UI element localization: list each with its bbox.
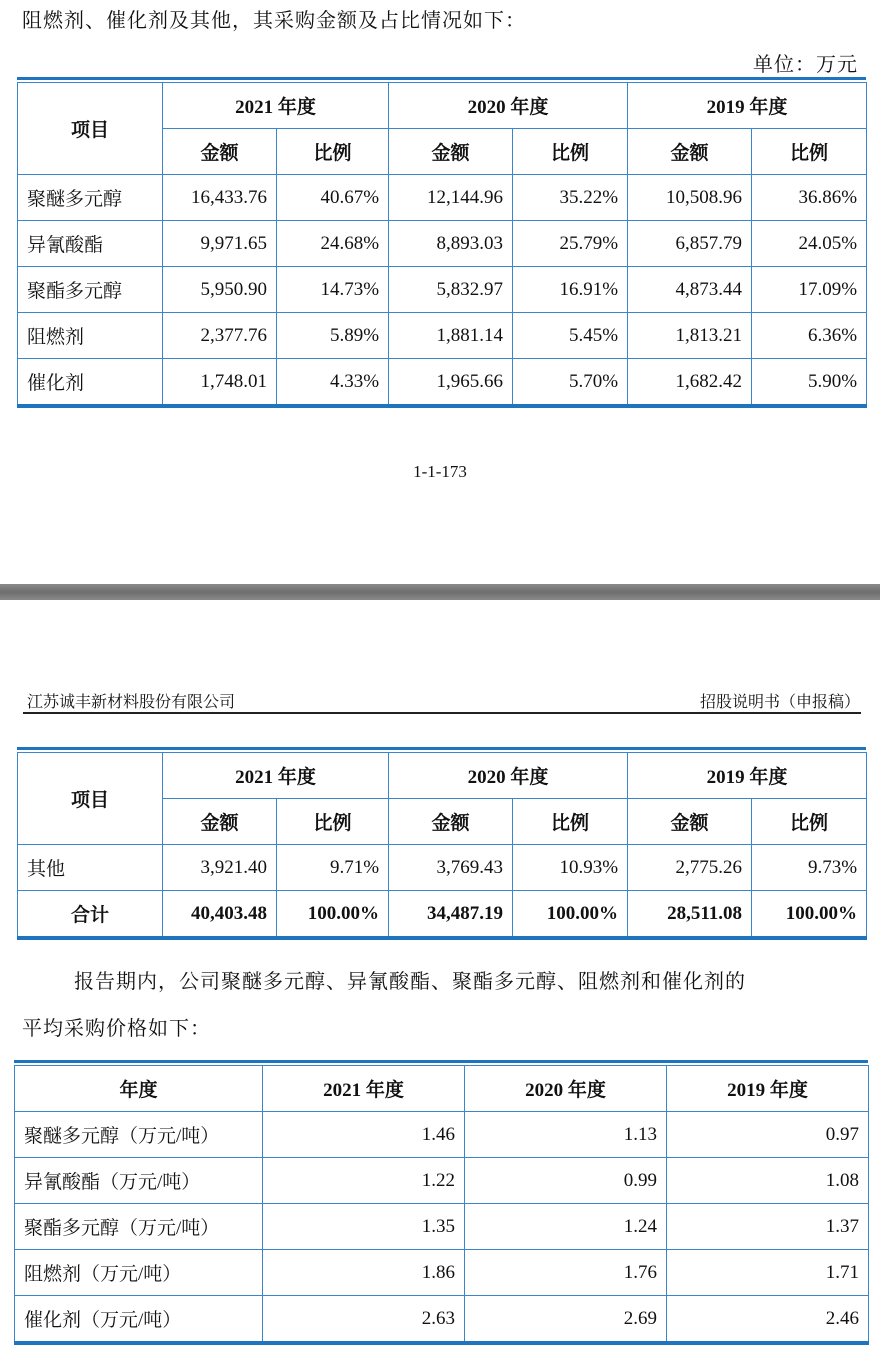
- table-cell: 1.13: [465, 1112, 667, 1158]
- table-cell: 1.46: [263, 1112, 465, 1158]
- table-cell: 3,769.43: [389, 845, 513, 891]
- table-cell: 1.71: [667, 1250, 869, 1296]
- purchase-table-continued: [17, 752, 867, 940]
- table-cell: 2,377.76: [163, 313, 277, 359]
- purchase-table: [17, 82, 867, 408]
- table-cell: 1.76: [465, 1250, 667, 1296]
- table-cell: 5,832.97: [389, 267, 513, 313]
- table-cell: 1,965.66: [389, 359, 513, 407]
- table-cell: 催化剂（万元/吨）: [15, 1296, 263, 1344]
- header-row: [18, 753, 867, 799]
- table-cell: 比例: [277, 799, 389, 845]
- table-cell: 6.36%: [752, 313, 867, 359]
- table-row: [18, 845, 867, 891]
- table-cell: 年度: [15, 1066, 263, 1112]
- table-cell: 1.37: [667, 1204, 869, 1250]
- table-cell: 9,971.65: [163, 221, 277, 267]
- table-cell: 6,857.79: [628, 221, 752, 267]
- table-cell: 40,403.48: [163, 891, 277, 939]
- paragraph-line-1: 报告期内，公司聚醚多元醇、异氰酸酯、聚酯多元醇、阻燃剂和催化剂的: [74, 971, 746, 993]
- table-cell: 1.22: [263, 1158, 465, 1204]
- table-cell: 24.68%: [277, 221, 389, 267]
- table-cell: 24.05%: [752, 221, 867, 267]
- table-cell: 聚醚多元醇: [18, 175, 163, 221]
- table-cell: 14.73%: [277, 267, 389, 313]
- table-row: [15, 1296, 869, 1344]
- table-cell: 异氰酸酯: [18, 221, 163, 267]
- table-cell: 金额: [628, 129, 752, 175]
- table-cell: 1.24: [465, 1204, 667, 1250]
- table-row: [18, 313, 867, 359]
- table-cell: 2021 年度: [163, 753, 389, 799]
- table-cell: 100.00%: [513, 891, 628, 939]
- table-cell: 2.46: [667, 1296, 869, 1344]
- table-cell: 40.67%: [277, 175, 389, 221]
- header-row: [18, 83, 867, 129]
- table-cell: 34,487.19: [389, 891, 513, 939]
- table-cell: 比例: [513, 799, 628, 845]
- table-row: [15, 1112, 869, 1158]
- table-cell: 聚酯多元醇（万元/吨）: [15, 1204, 263, 1250]
- table-cell: 2,775.26: [628, 845, 752, 891]
- table-cell: 2019 年度: [667, 1066, 869, 1112]
- page-separator: [0, 584, 880, 600]
- table-row: [18, 267, 867, 313]
- table-cell: 5,950.90: [163, 267, 277, 313]
- table-cell: 比例: [277, 129, 389, 175]
- table-cell: 1.08: [667, 1158, 869, 1204]
- document-title: 招股说明书（申报稿）: [699, 692, 860, 711]
- table-cell: 4.33%: [277, 359, 389, 407]
- table-cell: 金额: [163, 799, 277, 845]
- table-cell: 其他: [18, 845, 163, 891]
- table-cell: 10.93%: [513, 845, 628, 891]
- table-cell: 5.45%: [513, 313, 628, 359]
- table-cell: 2.63: [263, 1296, 465, 1344]
- table-cell: 2.69: [465, 1296, 667, 1344]
- table-cell: 金额: [389, 799, 513, 845]
- table-cell: 2020 年度: [389, 753, 628, 799]
- table-cell: 16,433.76: [163, 175, 277, 221]
- page-number: 1-1-173: [413, 462, 467, 481]
- table-cell: 8,893.03: [389, 221, 513, 267]
- table-cell: 100.00%: [752, 891, 867, 939]
- table-cell: 16.91%: [513, 267, 628, 313]
- intro-text: 阻燃剂、催化剂及其他，其采购金额及占比情况如下：: [22, 10, 526, 32]
- table-cell: 项目: [18, 83, 163, 175]
- table-cell: 3,921.40: [163, 845, 277, 891]
- table-cell: 5.90%: [752, 359, 867, 407]
- table-cell: 2021 年度: [263, 1066, 465, 1112]
- unit-label: 单位：万元: [753, 54, 858, 76]
- table-cell: 比例: [752, 129, 867, 175]
- table-cell: 1.35: [263, 1204, 465, 1250]
- table-cell: 12,144.96: [389, 175, 513, 221]
- table-cell: 2021 年度: [163, 83, 389, 129]
- table-cell: 2020 年度: [465, 1066, 667, 1112]
- table-cell: 5.89%: [277, 313, 389, 359]
- table-cell: 金额: [163, 129, 277, 175]
- table-cell: 1,813.21: [628, 313, 752, 359]
- table-cell: 金额: [628, 799, 752, 845]
- header-rule: [23, 712, 861, 714]
- table-row: [15, 1250, 869, 1296]
- table-cell: 1,682.42: [628, 359, 752, 407]
- table-row: [18, 175, 867, 221]
- table-cell: 4,873.44: [628, 267, 752, 313]
- table-cell: 催化剂: [18, 359, 163, 407]
- table-cell: 阻燃剂: [18, 313, 163, 359]
- table-cell: 9.73%: [752, 845, 867, 891]
- table-cell: 25.79%: [513, 221, 628, 267]
- table-cell: 阻燃剂（万元/吨）: [15, 1250, 263, 1296]
- table-cell: 比例: [752, 799, 867, 845]
- table-cell: 1.86: [263, 1250, 465, 1296]
- table-row: [15, 1158, 869, 1204]
- table-cell: 比例: [513, 129, 628, 175]
- table-cell: 9.71%: [277, 845, 389, 891]
- table-cell: 聚酯多元醇: [18, 267, 163, 313]
- table-cell: 1,748.01: [163, 359, 277, 407]
- table-cell: 100.00%: [277, 891, 389, 939]
- table-cell: 1,881.14: [389, 313, 513, 359]
- table-row: [18, 221, 867, 267]
- table-cell: 17.09%: [752, 267, 867, 313]
- table-cell: 2019 年度: [628, 753, 867, 799]
- table-cell: 10,508.96: [628, 175, 752, 221]
- table-cell: 聚醚多元醇（万元/吨）: [15, 1112, 263, 1158]
- table-cell: 0.97: [667, 1112, 869, 1158]
- table-cell: 合计: [18, 891, 163, 939]
- price-table: [14, 1065, 869, 1345]
- company-name: 江苏诚丰新材料股份有限公司: [27, 692, 236, 711]
- table-cell: 金额: [389, 129, 513, 175]
- table-cell: 2020 年度: [389, 83, 628, 129]
- total-row: [18, 891, 867, 939]
- table-cell: 项目: [18, 753, 163, 845]
- table-cell: 异氰酸酯（万元/吨）: [15, 1158, 263, 1204]
- table-cell: 0.99: [465, 1158, 667, 1204]
- table-cell: 36.86%: [752, 175, 867, 221]
- table-cell: 35.22%: [513, 175, 628, 221]
- table-row: [15, 1204, 869, 1250]
- table-cell: 2019 年度: [628, 83, 867, 129]
- table-cell: 5.70%: [513, 359, 628, 407]
- table-cell: 28,511.08: [628, 891, 752, 939]
- table-row: [18, 359, 867, 407]
- header-row: [15, 1066, 869, 1112]
- paragraph-line-2: 平均采购价格如下：: [22, 1018, 211, 1040]
